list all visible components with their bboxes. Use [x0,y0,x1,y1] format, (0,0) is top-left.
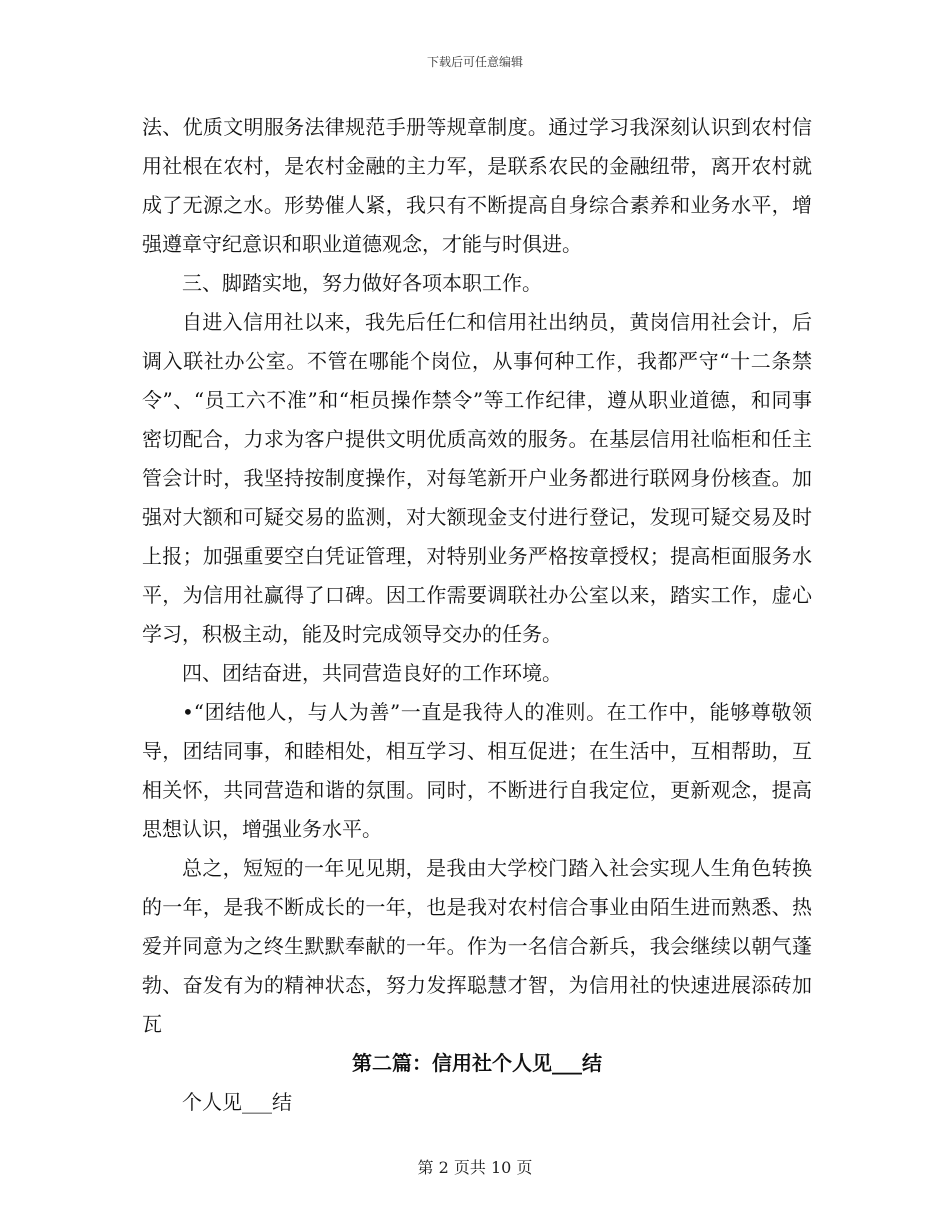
section-heading-4: 四、团结奋进，共同营造良好的工作环境。 [182,661,562,685]
bullet-icon: • [182,700,194,724]
document-body [142,108,812,1122]
paragraph-section-4 [142,693,812,849]
page-header: 下载后可任意编辑 [426,55,523,69]
section-heading-3: 三、脚踏实地，努力做好各项本职工作。 [182,271,542,295]
chapter-title: 第二篇：信用社个人见___结 [352,1051,602,1075]
paragraph-section-3: 自进入信用社以来，我先后任仁和信用社出纳员，黄岗信用社会计，后调入联社办公室。不管在哪能个岗位，从事何种工作，我都严守“十二条禁令”、“员工六不准”和“柜员操作禁令”等工作纪律，遵从职业道德，和同事密切配合，力求为客户提供文明优质高效的服务。在基层信用社临柜和任主管会计时，我坚持按制度操作，对每笔新开户业务都进行联网身份核查。加强对大额和可疑交易的监测，对大额现金支付进行登记，发现可疑交易及时上报；加强重要空白凭证管理，对特别业务严格按章授权；提高柜面服务水平，为信用社赢得了口碑。因工作需要调联社办公室以来，踏实工作，虚心学习，积极主动，能及时完成领导交办的任务。 [142,310,812,646]
page-footer: 第 2 页共 10 页 [417,1158,533,1177]
paragraph-summary: 总之，短短的一年见见期，是我由大学校门踏入社会实现人生角色转换的一年，是我不断成长的一年，也是我对农村信合事业由陌生进而熟悉、热爱并同意为之终生默默奉献的一年。作为一名信合新兵，我会继续以朝气蓬勃、奋发有为的精神状态，努力发挥聪慧才智，为信用社的快速进展添砖加瓦 [142,856,812,1036]
paragraph-section-4-text: “团结他人，与人为善”一直是我待人的准则。在工作中，能够尊敬领导，团结同事，和睦相处，相互学习、相互促进；在生活中，互相帮助，互相关怀，共同营造和谐的氛围。同时，不断进行自我定位，更新观念，提高思想认识，增强业务水平。 [142,700,812,841]
paragraph-continued: 法、优质文明服务法律规范手册等规章制度。通过学习我深刻认识到农村信用社根在农村，是农村金融的主力军，是联系农民的金融纽带，离开农村就成了无源之水。形势催人紧，我只有不断提高自身综合素养和业务水平，增强遵章守纪意识和职业道德观念，才能与时俱进。 [142,115,812,256]
chapter-subtitle: 个人见___结 [182,1090,292,1114]
